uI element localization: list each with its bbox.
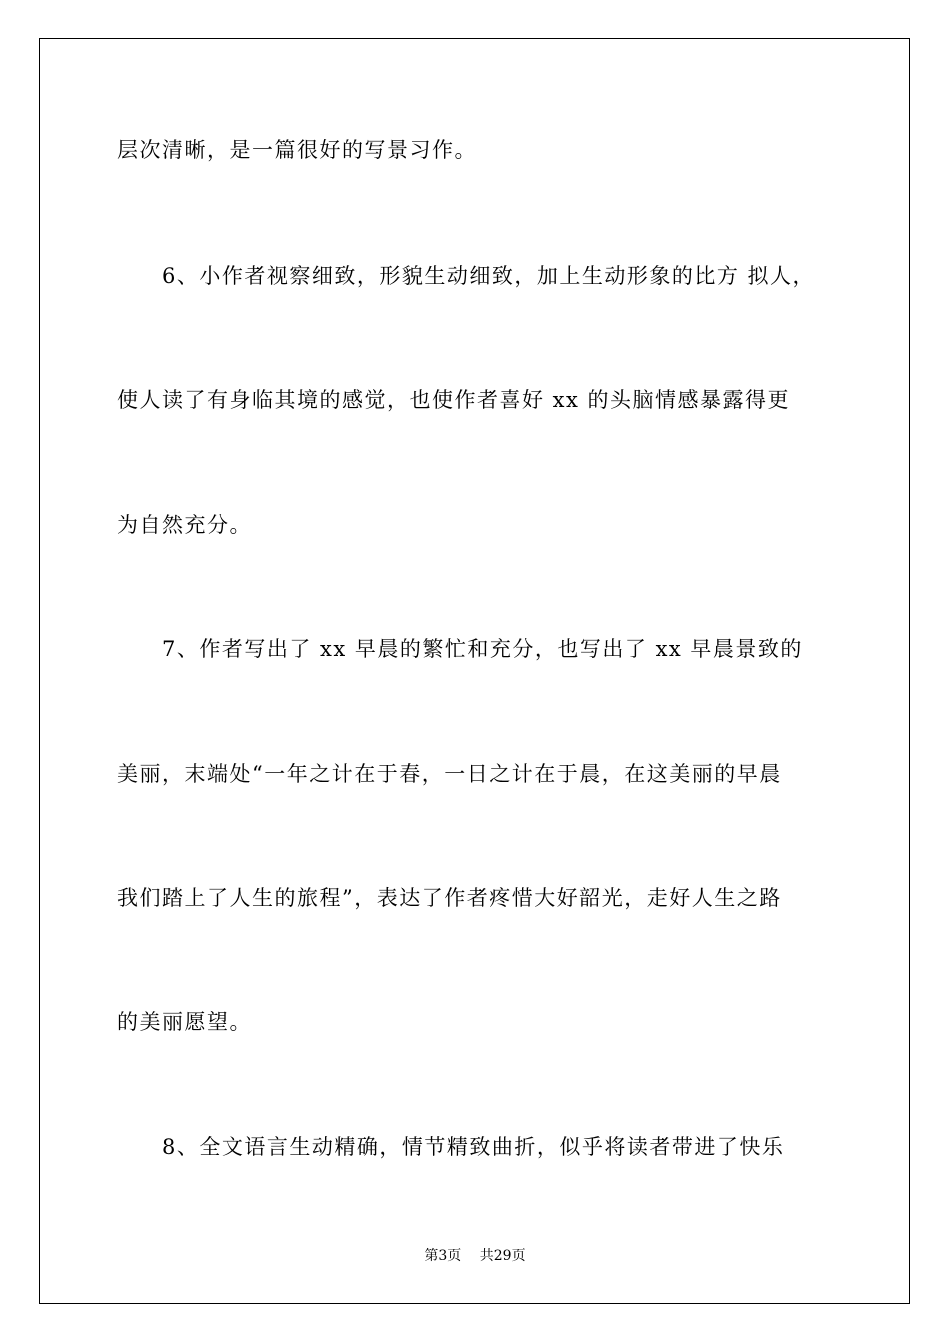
page-number-current: 第3页 <box>424 1248 462 1264</box>
page-border <box>39 38 910 1304</box>
text-line: 为自然充分。 <box>117 513 252 537</box>
text-line: 7、作者写出了 xx 早晨的繁忙和充分，也写出了 xx 早晨景致的 <box>162 637 803 661</box>
text-line: 层次清晰，是一篇很好的写景习作。 <box>117 138 477 162</box>
text-line: 我们踏上了人生的旅程”，表达了作者疼惜大好韶光，走好人生之路 <box>117 886 782 910</box>
text-line: 美丽，末端处“一年之计在于春，一日之计在于晨，在这美丽的早晨 <box>117 762 782 786</box>
text-line: 8、全文语言生动精确，情节精致曲折，似乎将读者带进了快乐 <box>162 1135 785 1159</box>
text-line: 的美丽愿望。 <box>117 1010 252 1034</box>
page-footer <box>0 1246 950 1266</box>
text-line: 6、小作者视察细致，形貌生动细致，加上生动形象的比方 拟人， <box>162 264 816 288</box>
text-line: 使人读了有身临其境的感觉，也使作者喜好 xx 的头脑情感暴露得更 <box>117 388 791 412</box>
page-number-total: 共29页 <box>479 1248 526 1264</box>
